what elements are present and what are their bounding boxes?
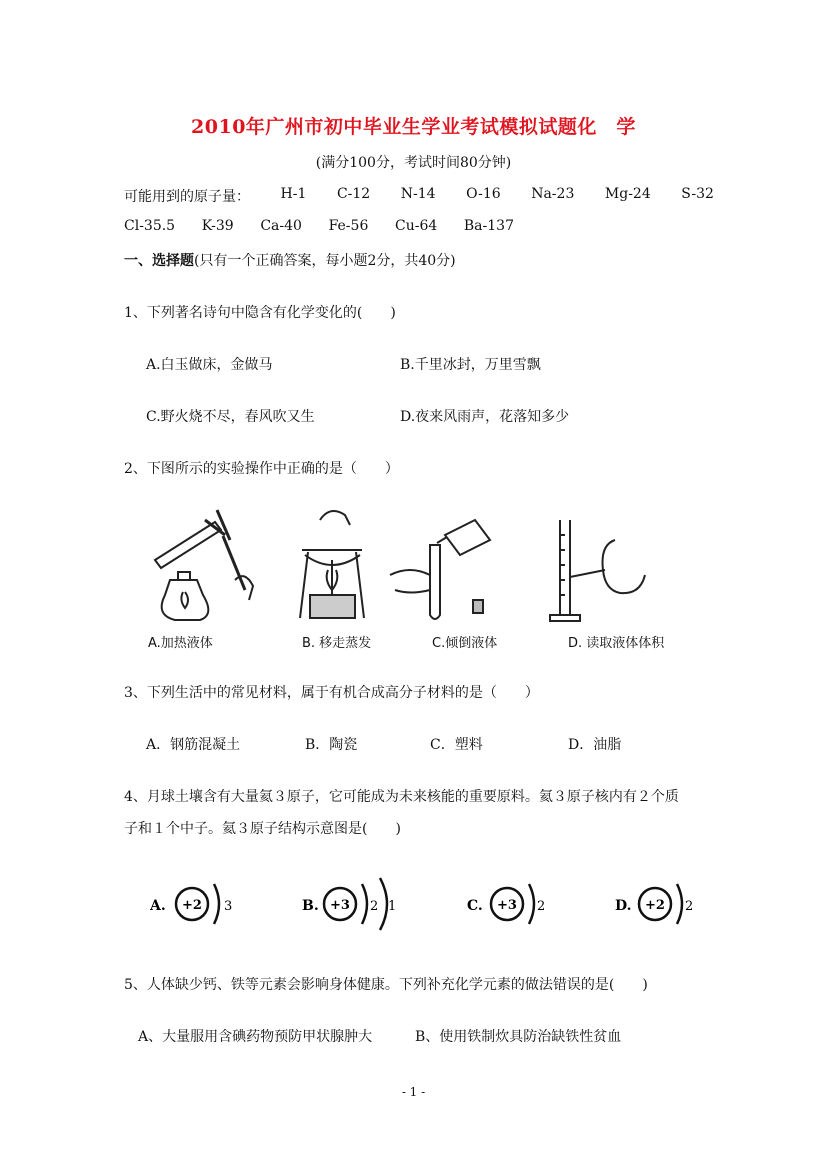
question-5-stem: 5、人体缺少钙、铁等元素会影响身体健康。下列补充化学元素的做法错误的是( ) <box>124 977 648 993</box>
figure-caption-a: A.加热液体 <box>148 636 213 651</box>
diagram-label: C. <box>467 898 483 914</box>
question-2-stem: 2、下图所示的实验操作中正确的是（ ） <box>124 461 399 477</box>
atomic-mass: K-39 <box>201 218 234 234</box>
reading-volume-figure <box>545 515 655 630</box>
diagram-label: B. <box>302 898 319 914</box>
atomic-mass: Fe-56 <box>328 218 369 234</box>
nucleus-charge: +3 <box>497 898 517 913</box>
question-1-stem: 1、下列著名诗句中隐含有化学变化的( ) <box>124 305 396 321</box>
diagram-label: D. <box>615 898 632 914</box>
question-1-option-c: C.野火烧不尽，春风吹又生 <box>146 409 315 425</box>
atomic-mass: H-1 <box>280 186 307 202</box>
heating-liquid-figure <box>145 500 275 630</box>
atomic-mass: S-32 <box>681 186 714 202</box>
nucleus-charge: +2 <box>182 898 202 913</box>
atomic-masses-row-2 <box>124 218 514 234</box>
evaporation-figure <box>290 500 375 630</box>
question-1-option-d: D.夜来风雨声，花落知多少 <box>400 409 570 425</box>
nucleus-charge: +2 <box>645 898 665 913</box>
question-3-option-a: A．钢筋混凝土 <box>146 737 241 753</box>
nucleus-charge: +3 <box>330 898 350 913</box>
atomic-mass: O-16 <box>466 186 501 202</box>
atom-diagram-d <box>615 868 705 938</box>
section-heading <box>124 250 456 270</box>
page-number: - 1 - <box>401 1085 426 1099</box>
atomic-mass: Cl-35.5 <box>124 218 176 234</box>
atomic-mass: Mg-24 <box>604 186 651 202</box>
pouring-liquid-figure <box>385 505 505 630</box>
page-title: 2010年广州市初中毕业生学业考试模拟试题化 学 <box>191 116 636 138</box>
shell-electrons: 1 <box>388 899 397 914</box>
question-4-stem-line-1: 4、月球土壤含有大量氦３原子，它可能成为未来核能的重要原料。氦３原子核内有２个质 <box>124 789 679 805</box>
atomic-mass: Ca-40 <box>260 218 302 234</box>
question-1-option-b: B.千里冰封，万里雪飘 <box>400 357 541 373</box>
question-3-option-b: B．陶瓷 <box>305 737 358 753</box>
atom-diagram-b <box>302 868 402 938</box>
figure-caption-d: D. 读取液体体积 <box>568 636 665 651</box>
shell-electrons: 2 <box>685 899 694 914</box>
atomic-mass: Ba-137 <box>463 218 514 234</box>
shell-electrons: 2 <box>537 899 546 914</box>
shell-electrons: 2 <box>370 899 379 914</box>
question-3-option-c: C．塑料 <box>430 737 483 753</box>
atomic-masses-row-1 <box>124 186 714 206</box>
question-3-stem: 3、下列生活中的常见材料，属于有机合成高分子材料的是（ ） <box>124 685 539 701</box>
section-note: (只有一个正确答案，每小题2分，共40分) <box>194 253 456 269</box>
atomic-mass: Cu-64 <box>394 218 438 234</box>
question-4-stem-line-2: 子和１个中子。氦３原子结构示意图是( ) <box>124 821 401 837</box>
question-5-option-b: B、使用铁制炊具防治缺铁性贫血 <box>415 1029 622 1045</box>
atomic-mass: N-14 <box>400 186 436 202</box>
question-3-option-d: D．油脂 <box>568 737 622 753</box>
atom-diagram-c <box>467 868 557 938</box>
atomic-mass: C-12 <box>336 186 371 202</box>
atom-diagram-a <box>150 868 240 938</box>
question-1-option-a: A.白玉做床，金做马 <box>146 357 273 373</box>
atomic-masses-label: 可能用到的原子量： <box>124 189 250 205</box>
section-title: 一、选择题 <box>124 253 194 269</box>
question-5-option-a: A、大量服用含碘药物预防甲状腺肿大 <box>138 1029 373 1045</box>
diagram-label: A. <box>150 898 166 914</box>
figure-caption-b: B. 移走蒸发 <box>302 636 372 651</box>
figure-caption-c: C.倾倒液体 <box>432 636 498 651</box>
atomic-mass: Na-23 <box>531 186 575 202</box>
shell-electrons: 3 <box>224 899 233 914</box>
page-subtitle: (满分100分，考试时间80分钟) <box>315 155 512 171</box>
